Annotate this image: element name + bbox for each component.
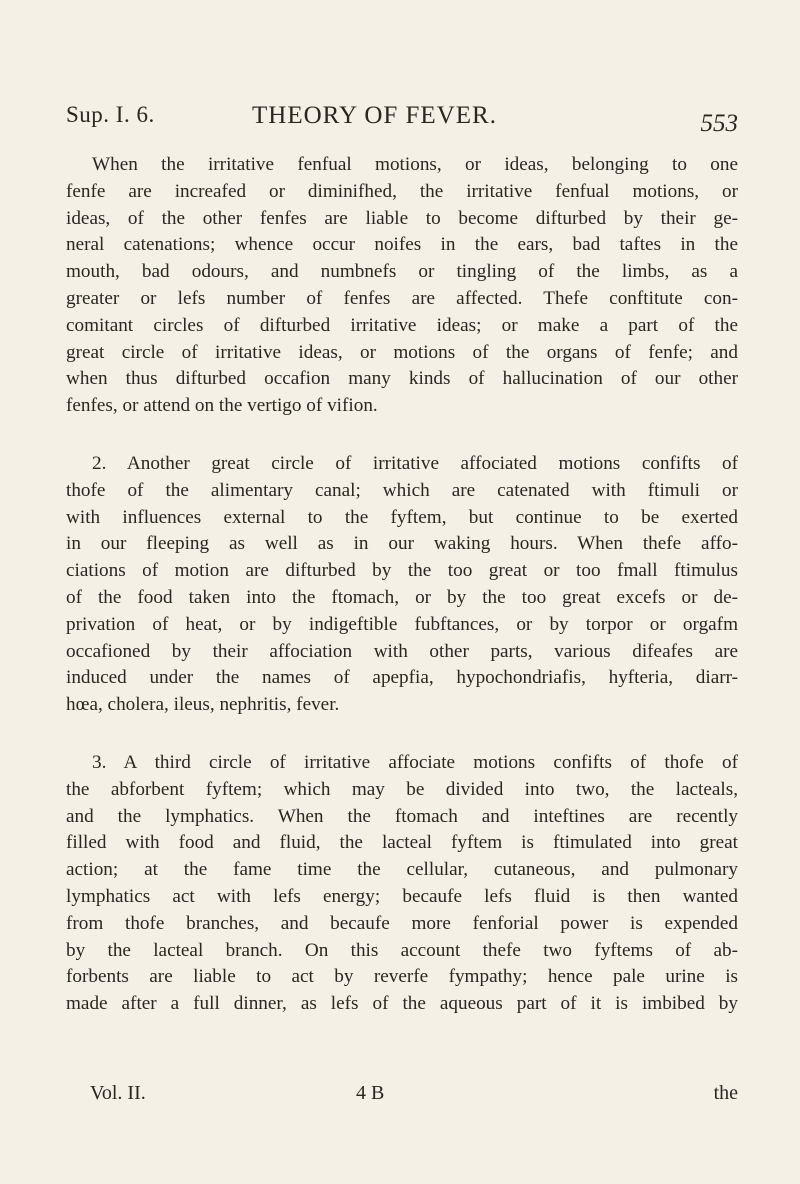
running-header [66,100,738,140]
text-line: comitant circles of difturbed irritative ideas; or make a part of the [66,314,738,336]
text-line: 3. A third circle of irritative affociate motions confifts of thofe of [92,751,738,773]
text-line: filled with food and fluid, the lacteal fyftem is ftimulated into great [66,832,738,854]
text-line: induced under the names of apepfia, hypochondriafis, hyfteria, diarr- [66,667,738,689]
page-title: THEORY OF FEVER. [252,102,497,129]
text-line: action; at the fame time the cellular, cutaneous, and pulmonary [66,859,738,881]
text-line: When the irritative fenfual motions, or ideas, belonging to one [92,154,738,175]
text-line: mouth, bad odours, and numbnefs or tingling of the limbs, as a [66,261,738,283]
catchword: the [713,1082,738,1104]
text-line: made after a full dinner, as lefs of the aqueous part of it is imbibed by [66,993,738,1015]
text-line: ciations of motion are difturbed by the too great or too fmall ftimulus [66,560,738,582]
paragraph-1 [66,152,738,420]
body-text [66,152,738,1018]
page-footer [90,1082,738,1112]
signature-mark: 4 B [356,1082,385,1104]
text-line: forbents are liable to act by reverfe fympathy; hence pale urine is [66,966,738,988]
text-line: thofe of the alimentary canal; which are catenated with ftimuli or [66,479,738,501]
text-line: 2. Another great circle of irritative affociated motions confifts of [92,452,738,474]
page-number: 553 [700,110,738,137]
text-line: great circle of irritative ideas, or motions of the organs of fenfe; and [66,341,738,363]
text-line: from thofe branches, and becaufe more fenforial power is expended [66,912,738,934]
text-line: fenfe are increafed or diminifhed, the irritative fenfual motions, or [66,180,738,202]
text-line: ideas, of the other fenfes are liable to become difturbed by their ge- [66,207,738,229]
text-line: in our fleeping as well as in our waking hours. When thefe affo- [66,533,738,555]
text-line: greater or lefs number of fenfes are affected. Thefe conftitute con- [66,287,738,309]
volume-label: Vol. II. [90,1082,146,1104]
paragraph-2 [66,451,738,719]
text-line: by the lacteal branch. On this account thefe two fyftems of ab- [66,939,738,961]
text-line: fenfes, or attend on the vertigo of vifion. [66,395,378,417]
text-line: of the food taken into the ftomach, or by the too great excefs or de- [66,586,738,608]
text-line: occafioned by their affociation with other parts, various difeafes are [66,640,738,662]
text-line: lymphatics act with lefs energy; becaufe lefs fluid is then wanted [66,885,738,907]
text-line: privation of heat, or by indigeftible fubftances, or by torpor or orgafm [66,613,738,635]
text-line: the abforbent fyftem; which may be divided into two, the lacteals, [66,778,738,800]
text-line: with influences external to the fyftem, but continue to be exerted [66,506,738,528]
text-line: neral catenations; whence occur noifes in the ears, bad taftes in the [66,234,738,256]
text-line: and the lymphatics. When the ftomach and inteftines are recently [66,805,738,827]
section-reference: Sup. I. 6. [66,102,155,127]
text-line: hœa, cholera, ileus, nephritis, fever. [66,694,340,716]
paragraph-3 [66,750,738,1018]
text-line: when thus difturbed occafion many kinds of hallucination of our other [66,368,738,390]
